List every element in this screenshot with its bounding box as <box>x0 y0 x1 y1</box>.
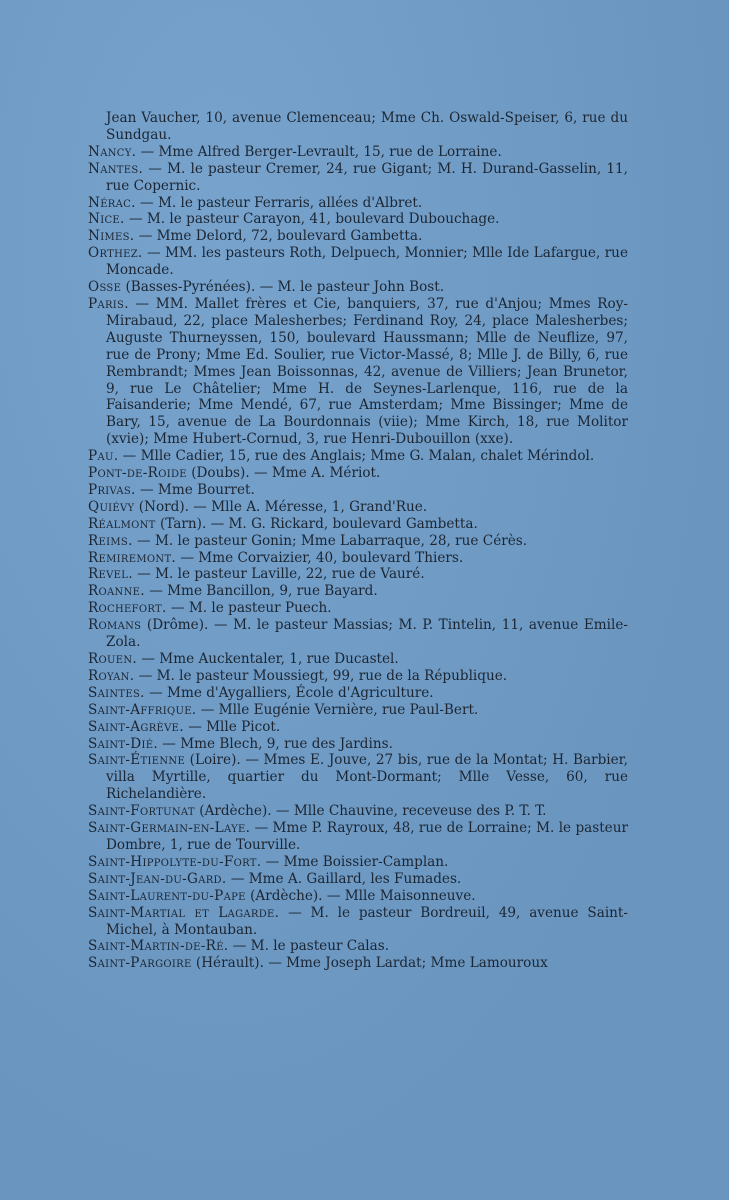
place-name: Quiévy <box>88 498 135 515</box>
place-name: Revel. <box>88 566 133 583</box>
place-name: Saint-Dié. <box>88 735 158 752</box>
list-entry: Pau. — Mlle Cadier, 15, rue des Anglais; Mme G. Malan, chalet Mérindol. <box>88 448 595 465</box>
list-entry: Saint-Martial et Lagarde. — M. le pasteur Bordreuil, 49, avenue Saint-Michel, à Montauban. <box>88 904 628 938</box>
list-entry: Nimes. — Mme Delord, 72, boulevard Gambetta. <box>88 228 423 245</box>
place-name: Saint-Jean-du-Gard. <box>88 870 227 887</box>
place-name: Rouen. <box>88 651 138 667</box>
list-entry: Saint-Germain-en-Laye. — Mme P. Rayroux, 48, rue de Lorraine; M. le pasteur Dombre, 1, rue de Tourville. <box>88 820 628 853</box>
place-name: Rochefort. <box>88 600 167 617</box>
list-entry: Rouen. — Mme Auckentaler, 1, rue Ducastel. <box>88 651 399 667</box>
list-entry: Réalmont (Tarn). — M. G. Rickard, boulevard Gambetta. <box>88 515 478 532</box>
place-name: Privas. <box>88 481 136 498</box>
directory-list <box>88 110 628 972</box>
list-entry: Remiremont. — Mme Corvaizier, 40, boulevard Thiers. <box>88 549 464 566</box>
place-name: Saint-Étienne <box>88 752 186 769</box>
list-entry: Nérac. — M. le pasteur Ferraris, allées d'Albret. <box>88 194 423 211</box>
place-name: Roanne. <box>88 583 145 600</box>
list-entry: Saint-Fortunat (Ardèche). — Mlle Chauvine, receveuse des P. T. T. <box>88 803 547 820</box>
list-entry: Nancy. — Mme Alfred Berger-Levrault, 15, rue de Lorraine. <box>88 143 502 160</box>
list-entry: Nice. — M. le pasteur Carayon, 41, boulevard Dubouchage. <box>88 211 500 228</box>
place-name: Nimes. <box>88 228 135 245</box>
place-name: Saint-Fortunat <box>88 803 195 820</box>
list-entry: Jean Vaucher, 10, avenue Clemenceau; Mme Ch. Oswald-Speiser, 6, rue du Sundgau. <box>106 110 628 143</box>
list-entry: Saint-Hippolyte-du-Fort. — Mme Boissier-Camplan. <box>88 853 449 870</box>
place-name: Royan. <box>88 667 135 684</box>
list-entry: Romans (Drôme). — M. le pasteur Massias; M. P. Tintelin, 11, avenue Emile-Zola. <box>88 617 629 651</box>
list-entry: Saint-Laurent-du-Pape (Ardèche). — Mlle Maisonneuve. <box>88 887 476 904</box>
place-name: Saint-Hippolyte-du-Fort. <box>88 853 262 870</box>
place-name: Remiremont. <box>88 549 177 566</box>
list-entry: Nantes. — M. le pasteur Cremer, 24, rue Gigant; M. H. Durand-Gasselin, 11, rue Copernic. <box>88 160 628 194</box>
list-entry: Saint-Agrève. — Mlle Picot. <box>88 718 281 735</box>
place-name: Saint-Martin-de-Ré. <box>88 938 229 955</box>
place-name: Saint-Pargoire <box>88 955 192 972</box>
list-entry: Saintes. — Mme d'Aygalliers, École d'Agriculture. <box>88 684 434 701</box>
list-entry: Paris. — MM. Mallet frères et Cie, banquiers, 37, rue d'Anjou; Mmes Roy-Mirabaud, 22, place Malesherbes; Ferdinand Roy, 24, place Malesherbes; Auguste Thurneyssen, 150, boulevard Haussmann; Mlle de Neuflize, 97, rue de Prony; Mme Ed. Soulier, rue Victor-Massé, 8; Mlle J. de Billy, 6, rue Rembrandt; Mmes Jean Boissonnas, 42, avenue de Villiers; Jean Brunetor, 9, rue Le Châtelier; Mme H. de Seynes-Larlenque, 116, rue de la Faisanderie; Mme Mendé, 67, rue Amsterdam; Mme Bissinger; Mme de Bary, 15, avenue de La Bourdonnais (viie); Mme Kirch, 18, rue Molitor (xvie); Mme Hubert-Cornud, 3, rue Henri-Dubouillon (xxe). <box>88 295 628 448</box>
place-name: Reims. <box>88 532 133 549</box>
list-entry: Rochefort. — M. le pasteur Puech. <box>88 600 332 617</box>
place-name: Orthez. <box>88 245 143 262</box>
place-name: Pont-de-Roide <box>88 465 187 482</box>
place-name: Romans <box>88 617 142 634</box>
place-name: Saint-Germain-en-Laye. <box>88 820 251 837</box>
place-name: Nancy. <box>88 143 137 160</box>
place-name: Réalmont <box>88 515 156 532</box>
list-entry: Royan. — M. le pasteur Moussiegt, 99, rue de la République. <box>88 667 508 684</box>
list-entry: Roanne. — Mme Bancillon, 9, rue Bayard. <box>88 583 378 600</box>
list-entry: Privas. — Mme Bourret. <box>88 481 255 498</box>
list-entry: Revel. — M. le pasteur Laville, 22, rue de Vauré. <box>88 566 425 583</box>
list-entry: Quiévy (Nord). — Mlle A. Méresse, 1, Grand'Rue. <box>88 498 428 515</box>
place-name: Nice. <box>88 211 125 228</box>
list-entry: Saint-Martin-de-Ré. — M. le pasteur Calas. <box>88 938 390 955</box>
place-name: Osse <box>88 279 122 296</box>
place-name: Pau. <box>88 448 119 465</box>
place-name: Saint-Martial et Lagarde. <box>88 904 280 921</box>
place-name: Saintes. <box>88 684 145 701</box>
list-entry: Saint-Affrique. — Mlle Eugénie Vernière, rue Paul-Bert. <box>88 701 479 718</box>
list-entry: Saint-Dié. — Mme Blech, 9, rue des Jardins. <box>88 735 393 752</box>
place-name: Saint-Affrique. <box>88 701 197 718</box>
list-entry: Saint-Jean-du-Gard. — Mme A. Gaillard, les Fumades. <box>88 870 462 887</box>
list-entry: Saint-Pargoire (Hérault). — Mme Joseph Lardat; Mme Lamouroux <box>88 955 548 972</box>
list-entry: Reims. — M. le pasteur Gonin; Mme Labarraque, 28, rue Cérès. <box>88 532 528 549</box>
place-name: Nantes. <box>88 160 144 177</box>
list-entry: Pont-de-Roide (Doubs). — Mme A. Mériot. <box>88 465 381 482</box>
list-entry: Osse (Basses-Pyrénées). — M. le pasteur John Bost. <box>88 279 445 296</box>
place-name: Saint-Agrève. <box>88 718 184 735</box>
place-name: Saint-Laurent-du-Pape <box>88 887 246 904</box>
place-name: Paris. <box>88 295 129 312</box>
list-entry: Saint-Étienne (Loire). — Mmes E. Jouve, 27 bis, rue de la Montat; H. Barbier, villa Myrtille, quartier du Mont-Dormant; Mlle Vesse, 60, rue Richelandière. <box>88 752 629 803</box>
list-entry: Orthez. — MM. les pasteurs Roth, Delpuech, Monnier; Mlle Ide Lafargue, rue Moncade. <box>88 245 628 279</box>
place-name: Nérac. <box>88 194 136 211</box>
